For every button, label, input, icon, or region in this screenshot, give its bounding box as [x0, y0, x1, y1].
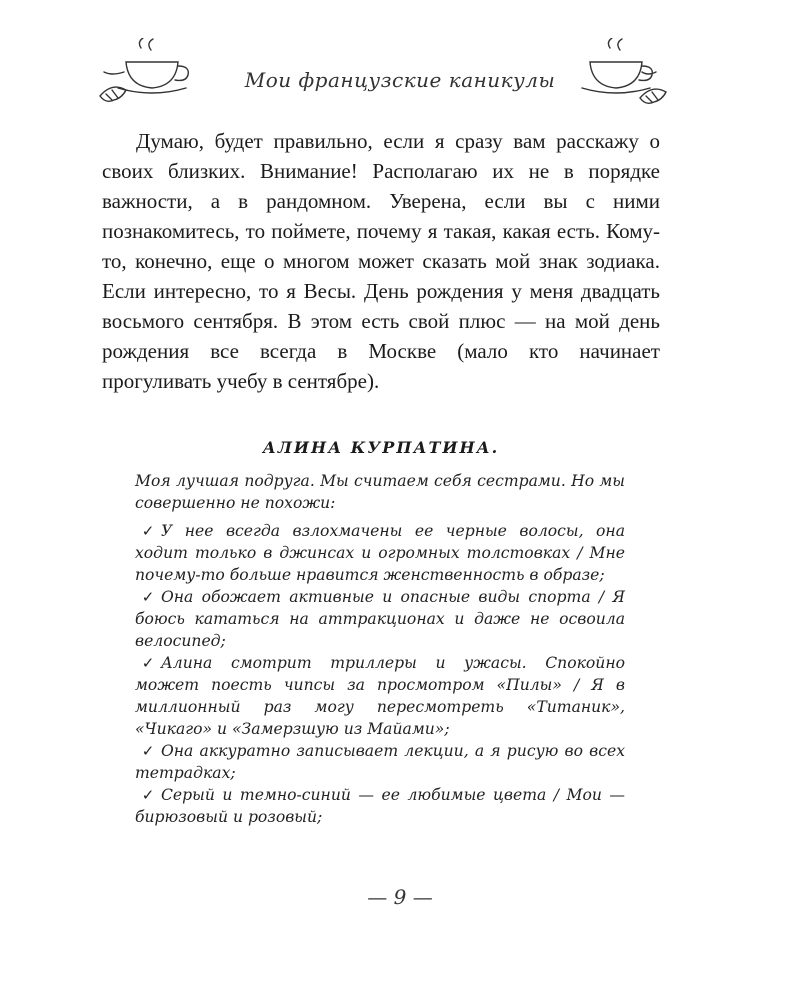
list-item-text: Алина смотрит триллеры и ужасы. Спокойно может поесть чипсы за просмотром «Пилы» / Я в миллионный раз могу пересмотреть «Титаник», «Чикаго» и «Замерзшую из Майами»; — [135, 654, 625, 738]
section-title: АЛИНА КУРПАТИНА. — [262, 438, 500, 457]
body-paragraph: Думаю, будет правильно, если я сразу вам расскажу о своих близких. Внимание! Располагаю их не в порядке важности, а в рандомном. Уверена, если вы с ними познакомитесь, то поймете, почему я такая, какая есть. Кому-то, конечно, еще о многом может сказать мой знак зодиака. Если интересно, то я Весы. День рождения у меня двадцать восьмого сентября. В этом есть свой плюс — на мой день рождения все всегда в Москве (мало кто начинает прогуливать учебу в сентябре). — [102, 129, 660, 393]
list-item — [135, 740, 625, 784]
list-item-text: У нее всегда взлохмачены ее черные волосы, она ходит только в джинсах и огромных толстовках / Мне почему-то больше нравится женственность в образе; — [135, 522, 625, 584]
list-item — [135, 520, 625, 586]
list-item-text: Она аккуратно записывает лекции, а я рисую во всех тетрадках; — [135, 742, 625, 782]
checkmark-icon: ✓ — [141, 588, 155, 606]
note-intro: Моя лучшая подруга. Мы считаем себя сестрами. Но мы совершенно не похожи: — [135, 472, 625, 512]
comparison-list — [135, 520, 625, 828]
list-item — [135, 586, 625, 652]
checkmark-icon: ✓ — [141, 742, 155, 760]
list-item-text: Она обожает активные и опасные виды спорта / Я боюсь кататься на аттракционах и даже не освоила велосипед; — [135, 588, 625, 650]
list-item — [135, 784, 625, 828]
running-title: Мои французские каникулы — [244, 68, 556, 92]
checkmark-icon: ✓ — [141, 786, 155, 804]
checkmark-icon: ✓ — [141, 522, 155, 540]
handwritten-note — [135, 470, 625, 828]
coffee-cup-croissant-icon — [96, 38, 206, 118]
checkmark-icon: ✓ — [141, 654, 155, 672]
page-number: — 9 — — [367, 885, 433, 909]
page-header — [0, 30, 800, 140]
list-item-text: Серый и темно-синий — ее любимые цвета / Мои — бирюзовый и розовый; — [135, 786, 625, 826]
list-item — [135, 652, 625, 740]
coffee-cup-croissant-icon — [560, 38, 670, 118]
